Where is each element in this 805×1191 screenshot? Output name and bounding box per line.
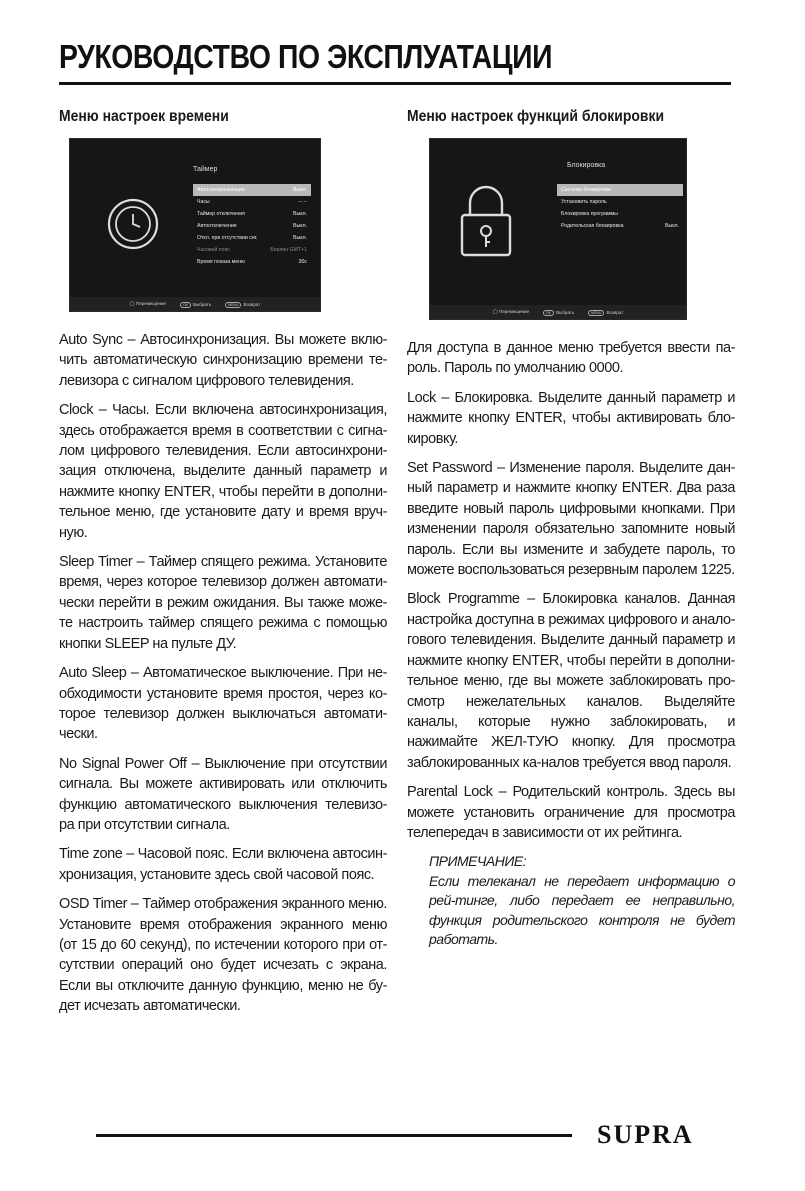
menu-row-time-zone[interactable]: Часовой пояс Берлин GMT+1 <box>197 247 307 253</box>
paragraph-time-zone: Time zone – Часовой пояс. Если включена автосин-хронизация, установите здесь свой часовой пояс. <box>59 846 387 883</box>
section-heading-time: Меню настроек времени <box>59 108 229 125</box>
footer-hint-select: OK Выбрать <box>180 302 211 307</box>
menu-row-osd-timer[interactable]: Время показа меню 30с <box>197 259 307 265</box>
footer-hint-move: ◯ Перемещение <box>492 309 529 314</box>
footer-hint-move: ◯ Перемещение <box>129 301 166 306</box>
timer-menu-title: Таймер <box>193 166 218 173</box>
footer-hint-select: OK Выбрать <box>543 310 574 315</box>
paragraph-auto-sync: Auto Sync – Автосинхронизация. Вы можете вклю-чить автоматическую синхронизацию времени те-левизора с сигналом цифрового телевидения. <box>59 332 387 389</box>
timer-menu-screenshot <box>69 138 321 312</box>
paragraph-lock: Lock – Блокировка. Выделите данный параметр и нажмите кнопку ENTER, чтобы активировать бло-кировку. <box>407 389 735 447</box>
page-title: РУКОВОДСТВО ПО ЭКСПЛУАТАЦИИ <box>59 38 553 75</box>
footer-hint-back: MENU Возврат <box>588 310 623 315</box>
left-column <box>59 108 387 1026</box>
section-heading-lock: Меню настроек функций блокировки <box>407 108 665 125</box>
right-column <box>407 108 735 950</box>
paragraph-clock: Clock – Часы. Если включена автосинхронизация, здесь отображается время в соответствии с сигна-лом цифрового телевидения. Если автосинхрони-зация отключена, выделите данный параметр и нажмите кнопку ENTER, чтобы перейти в дополни-тельное меню, где установите дату и время вруч-ную. <box>59 402 387 541</box>
brand-logo: SUPRA <box>597 1120 694 1149</box>
paragraph-block-programme: Block Programme – Блокировка каналов. Данная настройка доступна в режимах цифрового и анало-гового телевидения. Выделите данный параметр и нажмите кнопку ENTER, чтобы перейти в дополни-тельное меню, где вы можете заблокировать про-смотр нежелательных каналов. Выделяйте каналы, которые нужно заблокировать, и нажимайте ЖЕЛ-ТУЮ кнопку. Для просмотра заблокированных ка-налов требуется ввод пароля. <box>407 591 735 771</box>
menu-row-auto-sleep[interactable]: Автоотключение Выкл. <box>197 223 307 229</box>
footer-hint-back: MENU Возврат <box>225 302 260 307</box>
paragraph-auto-sleep: Auto Sleep – Автоматическое выключение. При не-обходимости установите время простоя, через ко-торое телевизор должен выключаться автомати-чески. <box>59 665 387 743</box>
lock-menu-screenshot <box>429 138 687 320</box>
top-divider <box>59 82 731 85</box>
clock-icon <box>106 197 160 251</box>
timer-menu-footer <box>70 297 320 311</box>
menu-row-auto-sync[interactable]: Автосинхронизация Выкл. <box>193 184 311 196</box>
lock-menu-list <box>557 184 683 232</box>
lock-menu-footer <box>430 305 686 319</box>
padlock-icon <box>456 181 516 261</box>
menu-row-parental-lock[interactable]: Родительская блокировка Выкл. <box>561 223 679 229</box>
menu-row-clock[interactable]: Часы -- -- <box>197 199 307 205</box>
lock-menu-title: Блокировка <box>567 162 606 169</box>
bottom-divider <box>96 1134 572 1137</box>
lock-menu-description <box>407 338 735 950</box>
paragraph-sleep-timer: Sleep Timer – Таймер спящего режима. Установите время, через которое телевизор должен автомати-чески перейти в режим ожидания. Вы также може-те настроить таймер спящего режима с помощью кнопки SLEEP на пульте ДУ. <box>59 554 387 652</box>
paragraph-osd-timer: OSD Timer – Таймер отображения экранного меню. Установите время отображения экранного меню (от 15 до 60 секунд), по истечении которого при от-сутствии операций оно будет исчезать с экрана. Если вы отключите данную функцию, меню не бу-дет исчезать автоматически. <box>59 896 387 1015</box>
note-text: Если телеканал не передает информацию о рей-тинге, либо передает ее неправильно, функция родительского контроля не будет работать. <box>429 872 735 948</box>
menu-row-set-password[interactable]: Установить пароль <box>561 199 607 205</box>
paragraph-parental-lock: Parental Lock – Родительский контроль. Здесь вы можете установить ограничение для просмотра телепередач в зависимости от их рейтинга. <box>407 784 735 841</box>
paragraph-password-intro: Для доступа в данное меню требуется ввести па-роль. Пароль по умолчанию 0000. <box>407 340 735 377</box>
menu-row-block-programme[interactable]: Блокировка программы <box>561 211 618 217</box>
menu-row-no-signal-off[interactable]: Откл. при отсутствии сиг. Выкл. <box>197 235 307 241</box>
menu-row-sleep-timer[interactable]: Таймер отключения Выкл. <box>197 211 307 217</box>
paragraph-set-password: Set Password – Изменение пароля. Выделите дан-ный параметр и нажмите кнопку ENTER. Два раза введите новый пароль цифровыми кнопками. При изменении пароля обязательно запомните новый пароль. Если вы измените и забудете пароль, то можете воспользоваться резервным паролем 1225. <box>407 460 735 579</box>
paragraph-no-signal-power-off: No Signal Power Off – Выключение при отсутствии сигнала. Вы можете активировать или отключить функцию автоматического выключения телевизо-ра при отсутствии сигнала. <box>59 755 387 833</box>
time-menu-description <box>59 330 387 1017</box>
note-label: ПРИМЕЧАНИЕ: <box>429 853 527 870</box>
note-block <box>429 852 735 950</box>
timer-menu-list <box>193 184 311 268</box>
menu-row-lock-system[interactable]: Система блокировки <box>557 184 683 196</box>
